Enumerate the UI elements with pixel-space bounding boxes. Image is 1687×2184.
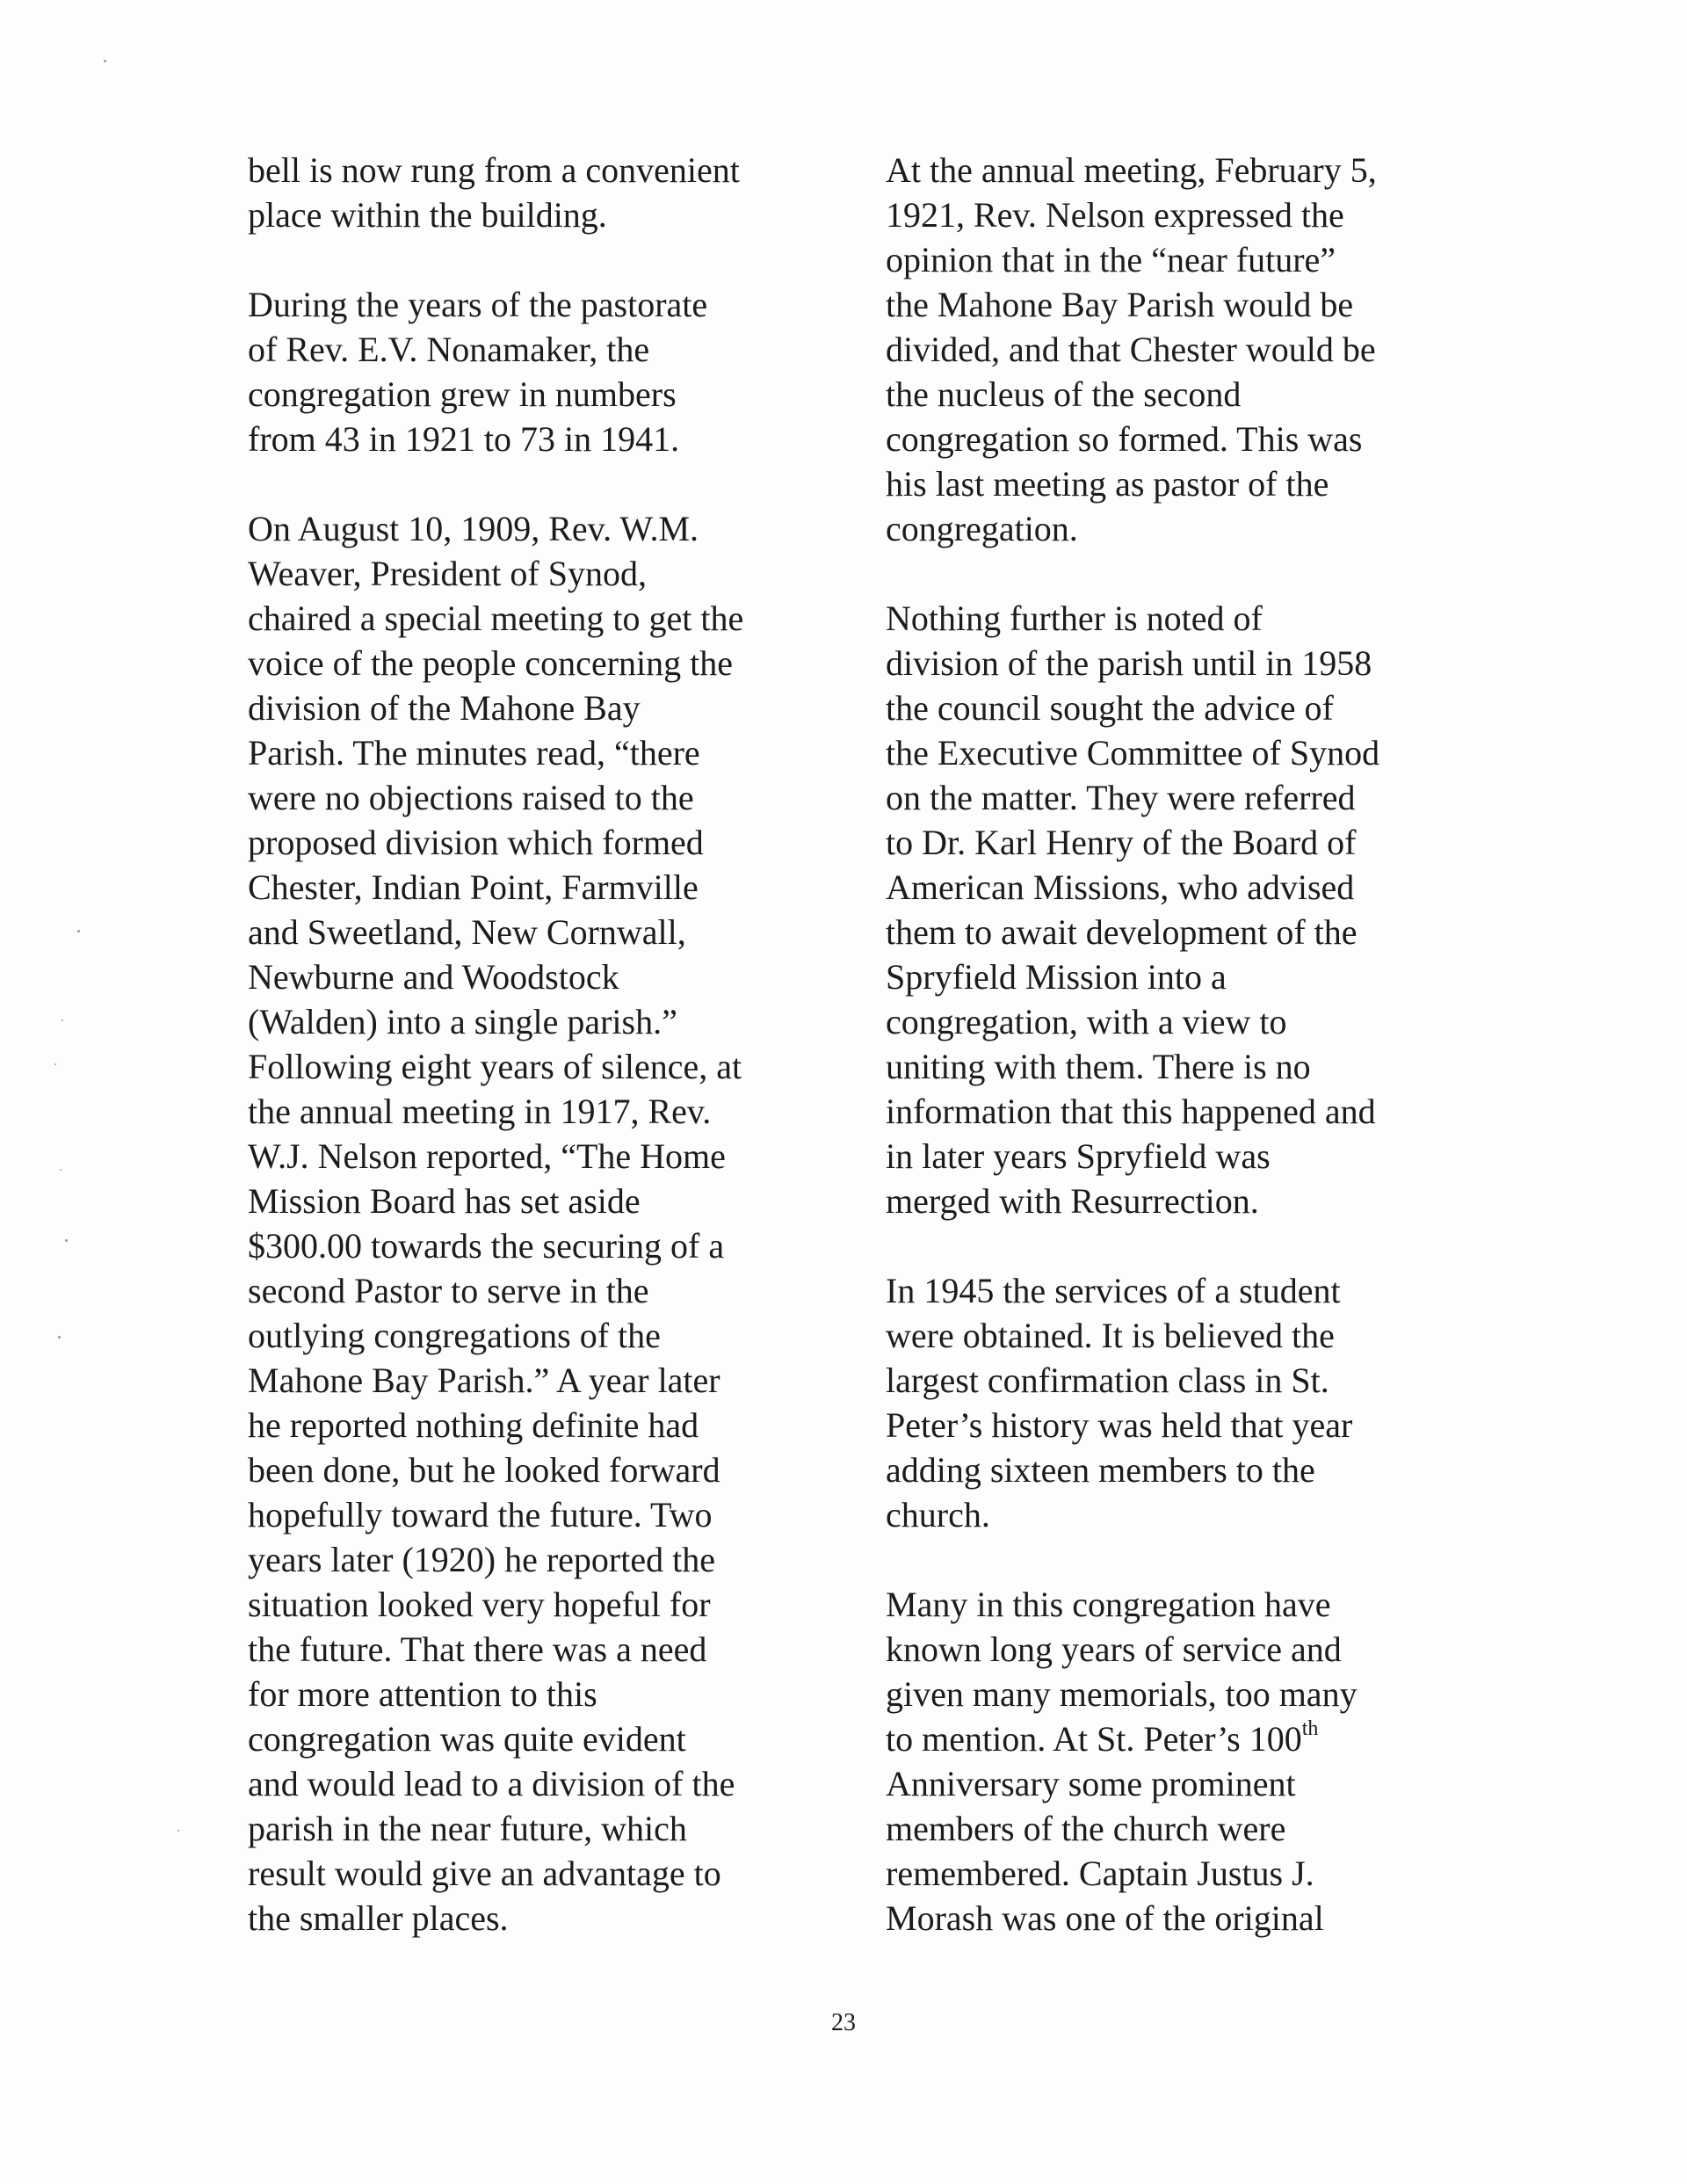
text-line: parish in the near future, which (248, 1809, 687, 1848)
text-line: the smaller places. (248, 1898, 509, 1938)
paragraph (886, 148, 1492, 551)
text-line: years later (1920) he reported the (248, 1540, 715, 1579)
text-line: Mission Board has set aside (248, 1181, 641, 1221)
paragraph (248, 148, 828, 237)
text-line: them to await development of the (886, 912, 1358, 952)
text-line: opinion that in the “near future” (886, 240, 1336, 279)
text-line: the nucleus of the second (886, 374, 1242, 414)
text-line: for more attention to this (248, 1674, 597, 1714)
text-line: On August 10, 1909, Rev. W.M. (248, 509, 699, 548)
text-line (886, 1716, 1492, 1761)
text-line: information that this happened and (886, 1092, 1376, 1131)
text-line: Spryfield Mission into a (886, 957, 1227, 997)
text-line: of Rev. E.V. Nonamaker, the (248, 330, 650, 369)
text-line: church. (886, 1495, 990, 1535)
text-line: congregation was quite evident (248, 1719, 686, 1759)
text-line: Nothing further is noted of (886, 599, 1263, 638)
paragraph (886, 596, 1492, 1223)
text-line: hopefully toward the future. Two (248, 1495, 713, 1535)
text-line: the Executive Committee of Synod (886, 733, 1380, 773)
text-line: known long years of service and (886, 1629, 1342, 1669)
text-line: 1921, Rev. Nelson expressed the (886, 195, 1344, 235)
text-line: bell is now rung from a convenient (248, 150, 740, 190)
text-line: At the annual meeting, February 5, (886, 150, 1377, 190)
paragraph (886, 1582, 1492, 1941)
scan-speck (62, 1019, 63, 1021)
text-line: on the matter. They were referred (886, 778, 1356, 817)
text-line: W.J. Nelson reported, “The Home (248, 1136, 726, 1176)
text-line: Chester, Indian Point, Farmville (248, 867, 699, 907)
paragraph (886, 1268, 1492, 1537)
text-line: and Sweetland, New Cornwall, (248, 912, 686, 952)
text-line: merged with Resurrection. (886, 1181, 1259, 1221)
text-line: been done, but he looked forward (248, 1450, 720, 1490)
text-line: voice of the people concerning the (248, 643, 733, 683)
text-line: Peter’s history was held that year (886, 1405, 1353, 1445)
text-line: chaired a special meeting to get the (248, 599, 744, 638)
text-line: largest confirmation class in St. (886, 1360, 1329, 1400)
text-line: his last meeting as pastor of the (886, 464, 1329, 504)
scan-speck (77, 930, 80, 932)
text-line: result would give an advantage to (248, 1854, 721, 1893)
text-line: Newburne and Woodstock (248, 957, 619, 997)
text-line: the Mahone Bay Parish would be (886, 285, 1354, 324)
text-line: situation looked very hopeful for (248, 1585, 711, 1624)
right-column (886, 148, 1492, 1941)
text-line: congregation. (886, 509, 1078, 548)
text-line: were no objections raised to the (248, 778, 694, 817)
text-line: Morash was one of the original (886, 1898, 1324, 1938)
text-line: the future. That there was a need (248, 1629, 707, 1669)
text-line: division of the parish until in 1958 (886, 643, 1372, 683)
paragraph (248, 506, 828, 1941)
text-line: Mahone Bay Parish.” A year later (248, 1360, 720, 1400)
text-line: American Missions, who advised (886, 867, 1355, 907)
text-line: in later years Spryfield was (886, 1136, 1271, 1176)
text-line: given many memorials, too many (886, 1674, 1358, 1714)
left-column (248, 148, 828, 1941)
scan-speck (60, 1169, 62, 1171)
text-line: proposed division which formed (248, 823, 704, 862)
text-line: divided, and that Chester would be (886, 330, 1376, 369)
text-segment: to mention. At St. Peter’s 100 (886, 1719, 1302, 1759)
text-line: In 1945 the services of a student (886, 1271, 1341, 1310)
text-line: to Dr. Karl Henry of the Board of (886, 823, 1357, 862)
text-line: from 43 in 1921 to 73 in 1941. (248, 419, 680, 459)
scan-speck (65, 1239, 68, 1242)
paragraph (248, 282, 828, 461)
text-line: (Walden) into a single parish.” (248, 1002, 677, 1041)
text-line: he reported nothing definite had (248, 1405, 699, 1445)
text-line: remembered. Captain Justus J. (886, 1854, 1314, 1893)
text-line: Weaver, President of Synod, (248, 554, 647, 593)
scan-speck (54, 1063, 56, 1065)
text-line: members of the church were (886, 1809, 1286, 1848)
text-line: the annual meeting in 1917, Rev. (248, 1092, 712, 1131)
text-line: adding sixteen members to the (886, 1450, 1315, 1490)
text-line: congregation, with a view to (886, 1002, 1287, 1041)
text-line: place within the building. (248, 195, 607, 235)
text-line: $300.00 towards the securing of a (248, 1226, 725, 1266)
text-line: division of the Mahone Bay (248, 688, 641, 728)
text-line: congregation grew in numbers (248, 374, 677, 414)
scan-speck (104, 60, 106, 62)
text-line: second Pastor to serve in the (248, 1271, 649, 1310)
text-line: Following eight years of silence, at (248, 1047, 742, 1086)
text-line: Many in this congregation have (886, 1585, 1331, 1624)
page-number: 23 (831, 2009, 856, 2036)
text-line: uniting with them. There is no (886, 1047, 1311, 1086)
text-line: the council sought the advice of (886, 688, 1334, 728)
text-line: outlying congregations of the (248, 1316, 661, 1355)
text-line: were obtained. It is believed the (886, 1316, 1335, 1355)
scan-speck (58, 1336, 61, 1339)
ordinal-superscript: th (1301, 1716, 1319, 1740)
text-line: congregation so formed. This was (886, 419, 1363, 459)
scan-speck (177, 1830, 179, 1832)
text-line: Anniversary some prominent (886, 1764, 1296, 1803)
text-line: Parish. The minutes read, “there (248, 733, 700, 773)
text-line: During the years of the pastorate (248, 285, 708, 324)
text-line: and would lead to a division of the (248, 1764, 735, 1803)
